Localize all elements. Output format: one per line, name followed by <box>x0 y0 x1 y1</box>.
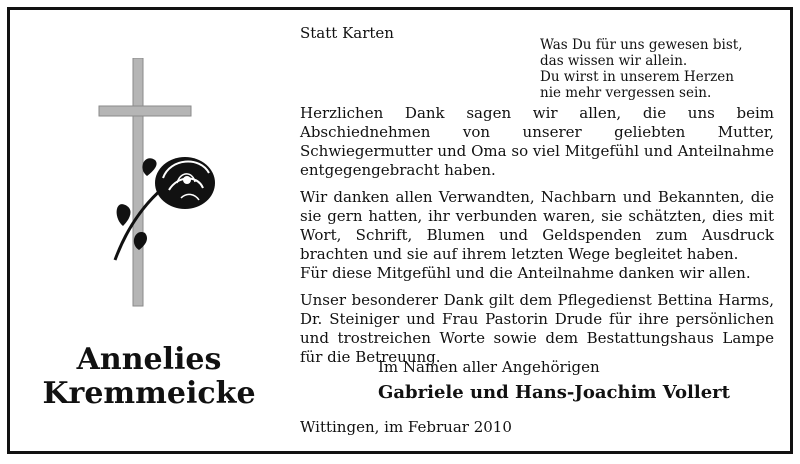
paragraph-special-thanks: Unser besonderer Dank gilt dem Pflegedienst Bettina Harms, Dr. Steiniger und Frau Pastorin Drude für ihre persönlichen und trostreichen Worte sowie dem Bestattungshaus Lampe für die Betreuung. <box>300 291 774 366</box>
poem-line: Du wirst in unserem Herzen <box>540 69 734 85</box>
thank-you-text <box>300 104 774 375</box>
poem-line: das wissen wir allein. <box>540 53 688 69</box>
rose-leaf <box>117 204 131 226</box>
rose-leaf <box>142 158 156 176</box>
paragraph-relatives: Wir danken allen Verwandten, Nachbarn und Bekannten, die sie gern hatten, ihr verbunden waren, sie schätzten, dies mit Wort, Schrift, Blumen und Geldspenden zum Ausdruck brachten und sie auf ihrem letzten Wege begleitet haben. <box>300 188 774 263</box>
rose-icon <box>155 157 215 209</box>
deceased-last-name: Kremmeicke <box>42 376 256 411</box>
poem-line: nie mehr vergessen sein. <box>540 85 712 101</box>
statt-karten-label: Statt Karten <box>300 24 394 42</box>
obituary-card <box>7 7 793 454</box>
poem <box>540 37 743 101</box>
deceased-first-name: Annelies <box>76 342 222 377</box>
cross-vertical-beam <box>133 58 143 306</box>
paragraph-thanks: Herzlichen Dank sagen wir allen, die uns beim Abschiednehmen von unserer geliebten Mutter, Schwiegermutter und Oma so viel Mitgefühl und Anteilnahme entgegengebracht haben. <box>300 104 774 179</box>
poem-line: Was Du für uns gewesen bist, <box>540 37 743 53</box>
cross-horizontal-beam <box>99 106 191 116</box>
place-date: Wittingen, im Februar 2010 <box>300 418 512 436</box>
signers: Gabriele und Hans-Joachim Vollert <box>378 382 730 403</box>
right-column <box>300 10 780 451</box>
left-column <box>10 10 288 451</box>
closing-line: Im Namen aller Angehörigen <box>378 358 600 376</box>
cross-rose-emblem <box>85 58 235 308</box>
paragraph-gratitude: Für diese Mitgefühl und die Anteilnahme danken wir allen. <box>300 264 751 282</box>
